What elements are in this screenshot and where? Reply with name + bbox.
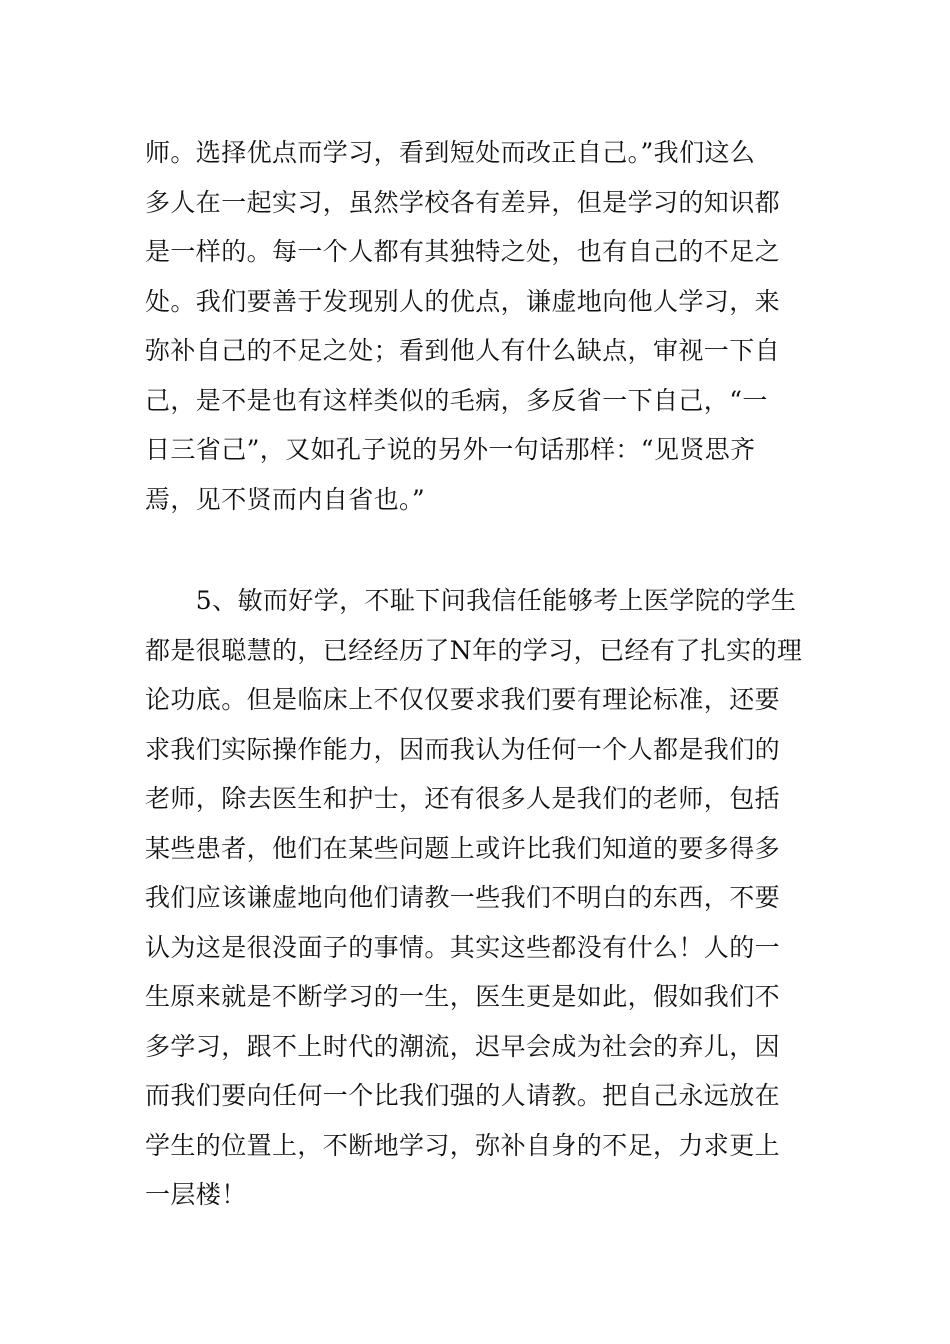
text-line: 某些患者，他们在某些问题上或许比我们知道的要多得多 bbox=[145, 833, 781, 863]
text-line: 师。选择优点而学习，看到短处而改正自己。”我们这么 bbox=[145, 138, 756, 167]
text-line: 多人在一起实习，虽然学校各有差异，但是学习的知识都 bbox=[145, 187, 781, 217]
paragraph-1 bbox=[145, 128, 810, 524]
text-line: 弥补自己的不足之处；看到他人有什么缺点，审视一下自 bbox=[145, 336, 781, 365]
text-line: 论功底。但是临床上不仅仅要求我们要有理论标准，还要 bbox=[145, 685, 781, 714]
text-line: 处。我们要善于发现别人的优点，谦虚地向他人学习，来 bbox=[145, 286, 781, 316]
text-line: 己，是不是也有这样类似的毛病，多反省一下自己，“一 bbox=[145, 385, 768, 415]
text-line: 日三省己”，又如孔子说的另外一句话那样：“见贤思齐 bbox=[145, 435, 756, 464]
text-line: 多学习，跟不上时代的潮流，迟早会成为社会的弃儿，因 bbox=[145, 1031, 781, 1061]
text-line: 老师，除去医生和护士，还有很多人是我们的老师，包括 bbox=[145, 784, 781, 813]
text-line: 都是很聪慧的，已经经历了N年的学习，已经有了扎实的理 bbox=[145, 635, 803, 665]
text-line: 一层楼！ bbox=[145, 1180, 247, 1209]
text-line: 生原来就是不断学习的一生，医生更是如此，假如我们不 bbox=[145, 982, 781, 1011]
text-line: 我们应该谦虚地向他们请教一些我们不明白的东西，不要 bbox=[145, 883, 781, 912]
text-line: 学生的位置上，不断地学习，弥补自身的不足，力求更上 bbox=[145, 1130, 781, 1160]
text-line: 是一样的。每一个人都有其独特之处，也有自己的不足之 bbox=[145, 237, 781, 266]
text-line: 求我们实际操作能力，因而我认为任何一个人都是我们的 bbox=[145, 734, 781, 764]
text-line: 5、敏而好学，不耻下问我信任能够考上医学院的学生 bbox=[145, 586, 797, 615]
text-line: 认为这是很没面子的事情。其实这些都没有什么！人的一 bbox=[145, 932, 781, 962]
text-line: 而我们要向任何一个比我们强的人请教。把自己永远放在 bbox=[145, 1081, 781, 1110]
paragraph-2 bbox=[145, 576, 810, 1220]
text-line: 焉，见不贤而内自省也。” bbox=[145, 484, 426, 514]
